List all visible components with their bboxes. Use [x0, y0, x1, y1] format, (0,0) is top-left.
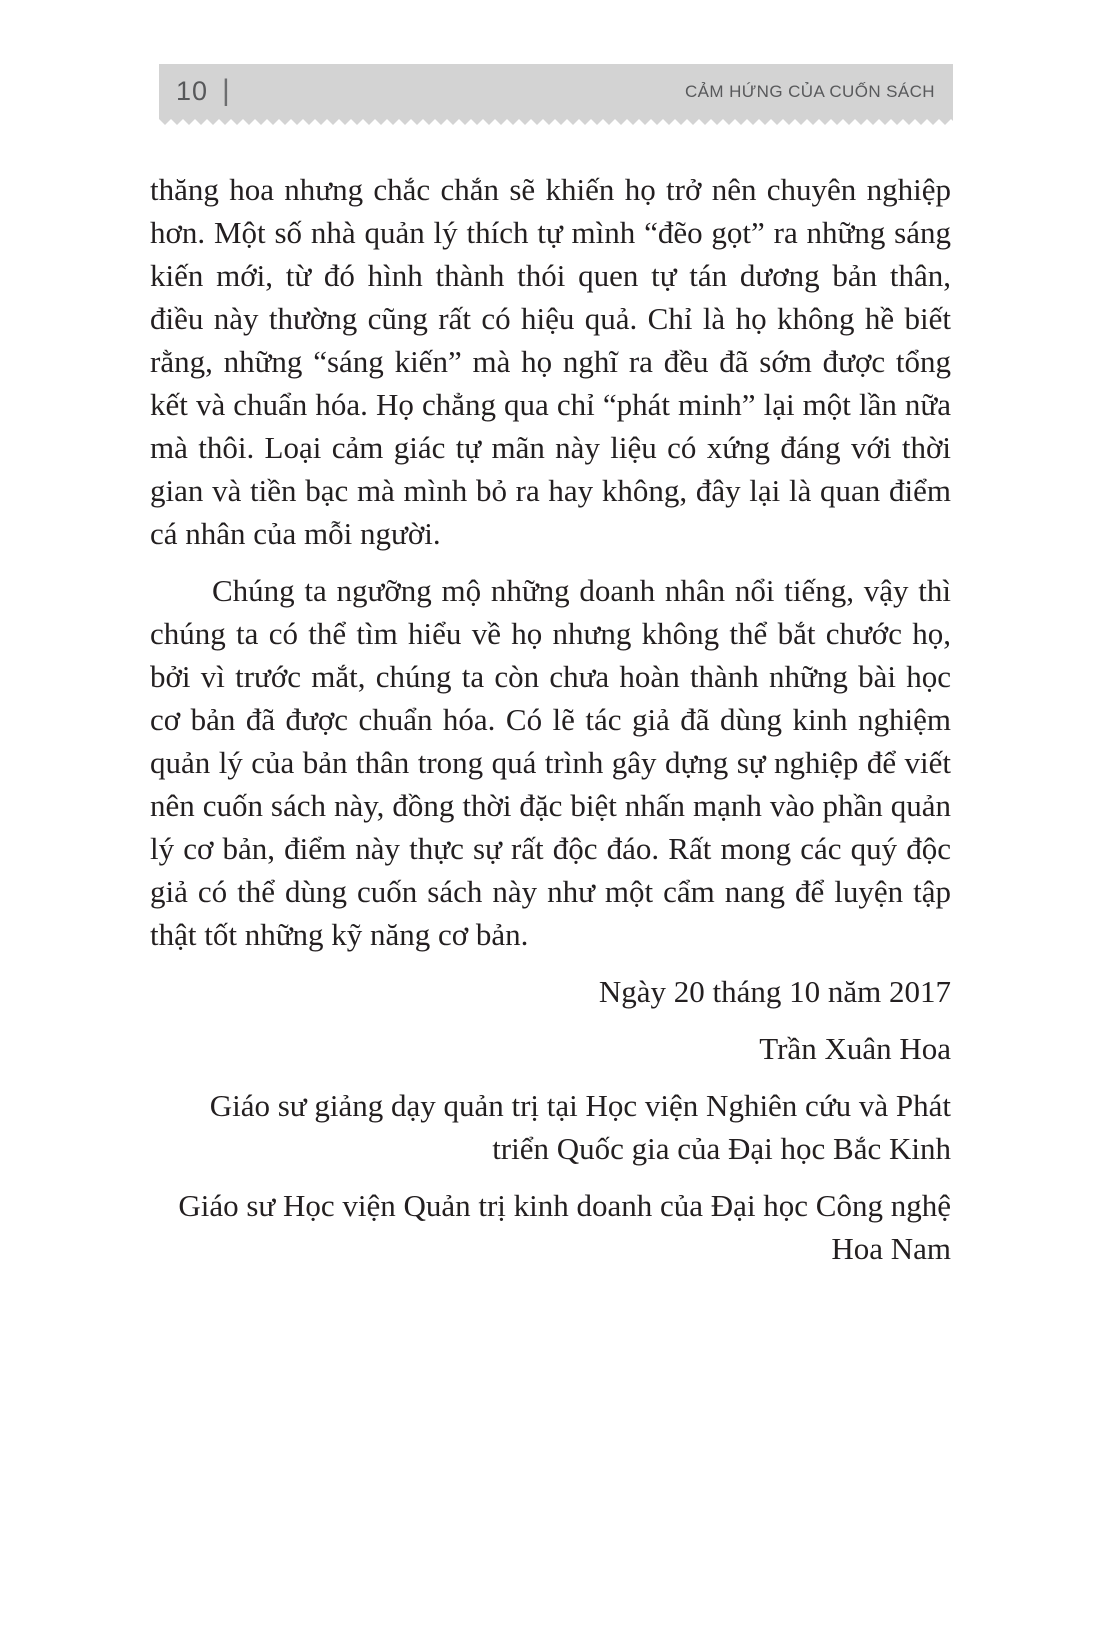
signature-title: Giáo sư giảng dạy quản trị tại Học viện Nghiên cứu và Phát triển Quốc gia của Đại học Bắc Kinh: [209, 1088, 951, 1166]
page-number: 10: [176, 76, 209, 106]
page-header-left: [176, 73, 230, 107]
body-paragraph: thăng hoa nhưng chắc chắn sẽ khiến họ trở nên chuyên nghiệp hơn. Một số nhà quản lý thích tự mình “đẽo gọt” ra những sáng kiến mới, từ đó hình thành thói quen tự tán dương bản thân, điều này thường cũng rất có hiệu quả. Chỉ là họ không hề biết rằng, những “sáng kiến” mà họ nghĩ ra đều đã sớm được tổng kết và chuẩn hóa. Họ chẳng qua chỉ “phát minh” lại một lần nữa mà thôi. Loại cảm giác tự mãn này liệu có xứng đáng với thời gian và tiền bạc mà mình bỏ ra hay không, đây lại là quan điểm cá nhân của mỗi người.: [150, 172, 951, 551]
header-divider: |: [222, 73, 230, 107]
signature-date: Ngày 20 tháng 10 năm 2017: [598, 974, 951, 1009]
page-header: [159, 64, 953, 119]
zigzag-edge: [159, 119, 953, 125]
signature-title: Giáo sư Học viện Quản trị kinh doanh của Đại học Công nghệ Hoa Nam: [178, 1188, 951, 1266]
running-title: CẢM HỨNG CỦA CUỐN SÁCH: [684, 81, 935, 101]
signature-author: Trần Xuân Hoa: [759, 1031, 951, 1066]
body-paragraph: Chúng ta ngưỡng mộ những doanh nhân nổi tiếng, vậy thì chúng ta có thể tìm hiểu về họ nhưng không thể bắt chước họ, bởi vì trước mắt, chúng ta còn chưa hoàn thành những bài học cơ bản đã được chuẩn hóa. Có lẽ tác giả đã dùng kinh nghiệm quản lý của bản thân trong quá trình gây dựng sự nghiệp để viết nên cuốn sách này, đồng thời đặc biệt nhấn mạnh vào phần quản lý cơ bản, điểm này thực sự rất độc đáo. Rất mong các quý độc giả có thể dùng cuốn sách này như một cẩm nang để luyện tập thật tốt những kỹ năng cơ bản.: [150, 573, 951, 952]
text-column: [150, 168, 951, 1284]
